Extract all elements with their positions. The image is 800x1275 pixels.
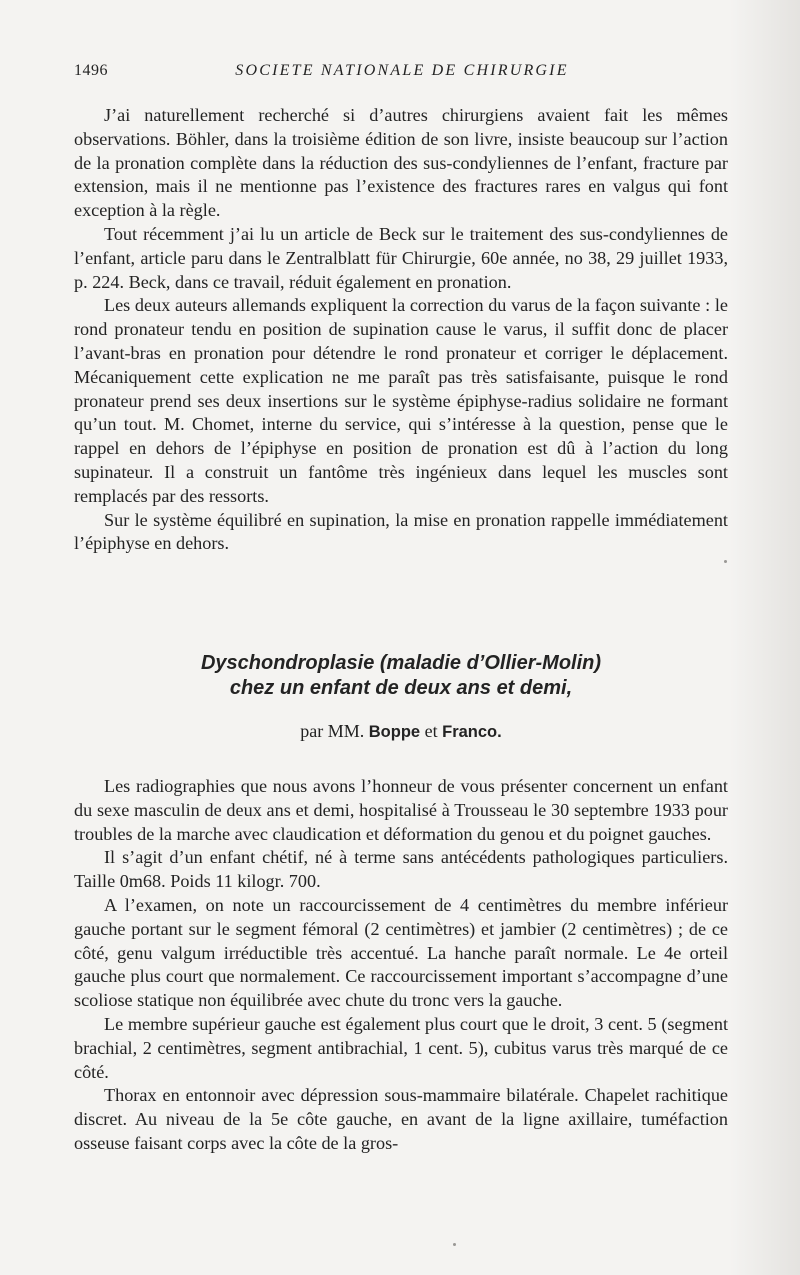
author-name: Boppe [368,723,421,741]
paragraph: A l’examen, on note un raccourcissement de 4 centimètres du membre inférieur gauche portant sur le segment fémoral (2 centimètres) et jambier (2 centimètres) ; de ce côté, genu valgum irréductible très accentué. La hanche paraît normale. Le 4e orteil gauche plus court que normalement. Ce raccourcissement important s’accompagne d’une scoliose statique non équilibrée avec chute du tronc vers la gauche. [74,894,728,1011]
paragraph: Thorax en entonnoir avec dépression sous-mammaire bilatérale. Chapelet rachitique discret. Au niveau de la 5e côte gauche, en avant de la ligne axillaire, tuméfaction osseuse faisant corps avec la côte de la gros- [74,1085,728,1153]
previous-article-text [74,104,728,556]
article-body [74,775,728,1156]
paragraph: Le membre supérieur gauche est également plus court que le droit, 3 cent. 5 (segment brachial, 2 centimètres, segment antibrachial, 1 cent. 5), cubitus varus très marqué de ce côté. [74,1013,728,1082]
author-name: Franco. [442,723,502,741]
paragraph: Les radiographies que nous avons l’honneur de vous présenter concernent un enfant du sexe masculin de deux ans et demi, hospitalisé à Trousseau le 30 septembre 1933 pour troubles de la marche avec claudication et déformation du genou et du poignet gauches. [74,776,728,844]
article-title-line-1: Dyschondroplasie (maladie d’Ollier-Molin) [200,652,602,674]
paragraph: Il s’agit d’un enfant chétif, né à terme sans antécédents pathologiques particuliers. Taille 0m68. Poids 11 kilogr. 700. [74,847,728,892]
paragraph: J’ai naturellement recherché si d’autres chirurgiens avaient fait les mêmes observations. Böhler, dans la troisième édition de son livre, insiste beaucoup sur l’action de la pronation complète dans la réduction des sus-condyliennes de l’enfant, fracture par extension, mais il ne mentionne pas l’existence des fractures rares en valgus qui font exception à la règle. [74,105,728,221]
byline-prefix: par MM. [300,721,365,741]
byline-conjunction: et [424,721,438,741]
page-number: 1496 [74,62,108,79]
page-header [74,62,730,88]
byline [74,721,728,742]
paper-speck [724,560,727,563]
paragraph: Tout récemment j’ai lu un article de Beck sur le traitement des sus-condyliennes de l’enfant, article paru dans le Zentralblatt für Chirurgie, 60e année, no 38, 29 juillet 1933, p. 224. Beck, dans ce travail, réduit également en pronation. [74,223,728,292]
article-title [74,651,728,701]
running-head: SOCIETE NATIONALE DE CHIRURGIE [235,62,569,79]
page-edge-shadow [730,0,800,1275]
paragraph: Sur le système équilibré en supination, la mise en pronation rappelle immédiatement l’épiphyse en dehors. [74,509,728,554]
paragraph: Les deux auteurs allemands expliquent la correction du varus de la façon suivante : le rond pronateur tendu en position de supination cause le varus, il suffit donc de placer l’avant-bras en pronation pour détendre le rond pronateur et corriger le déplacement. Mécaniquement cette explication ne me paraît pas très satisfaisante, puisque le rond pronateur prend ses deux insertions sur le système épiphyse-radius solidaire ne formant qu’un tout. M. Chomet, interne du service, qui s’intéresse à la question, pense que le rappel en dehors de l’épiphyse en position de pronation est dû à l’action du long supinateur. Il a construit un fantôme très ingénieux dans lequel les muscles sont remplacés par des ressorts. [74,295,728,506]
paper-speck [453,1243,456,1246]
article-title-line-2: chez un enfant de deux ans et demi, [229,677,573,699]
